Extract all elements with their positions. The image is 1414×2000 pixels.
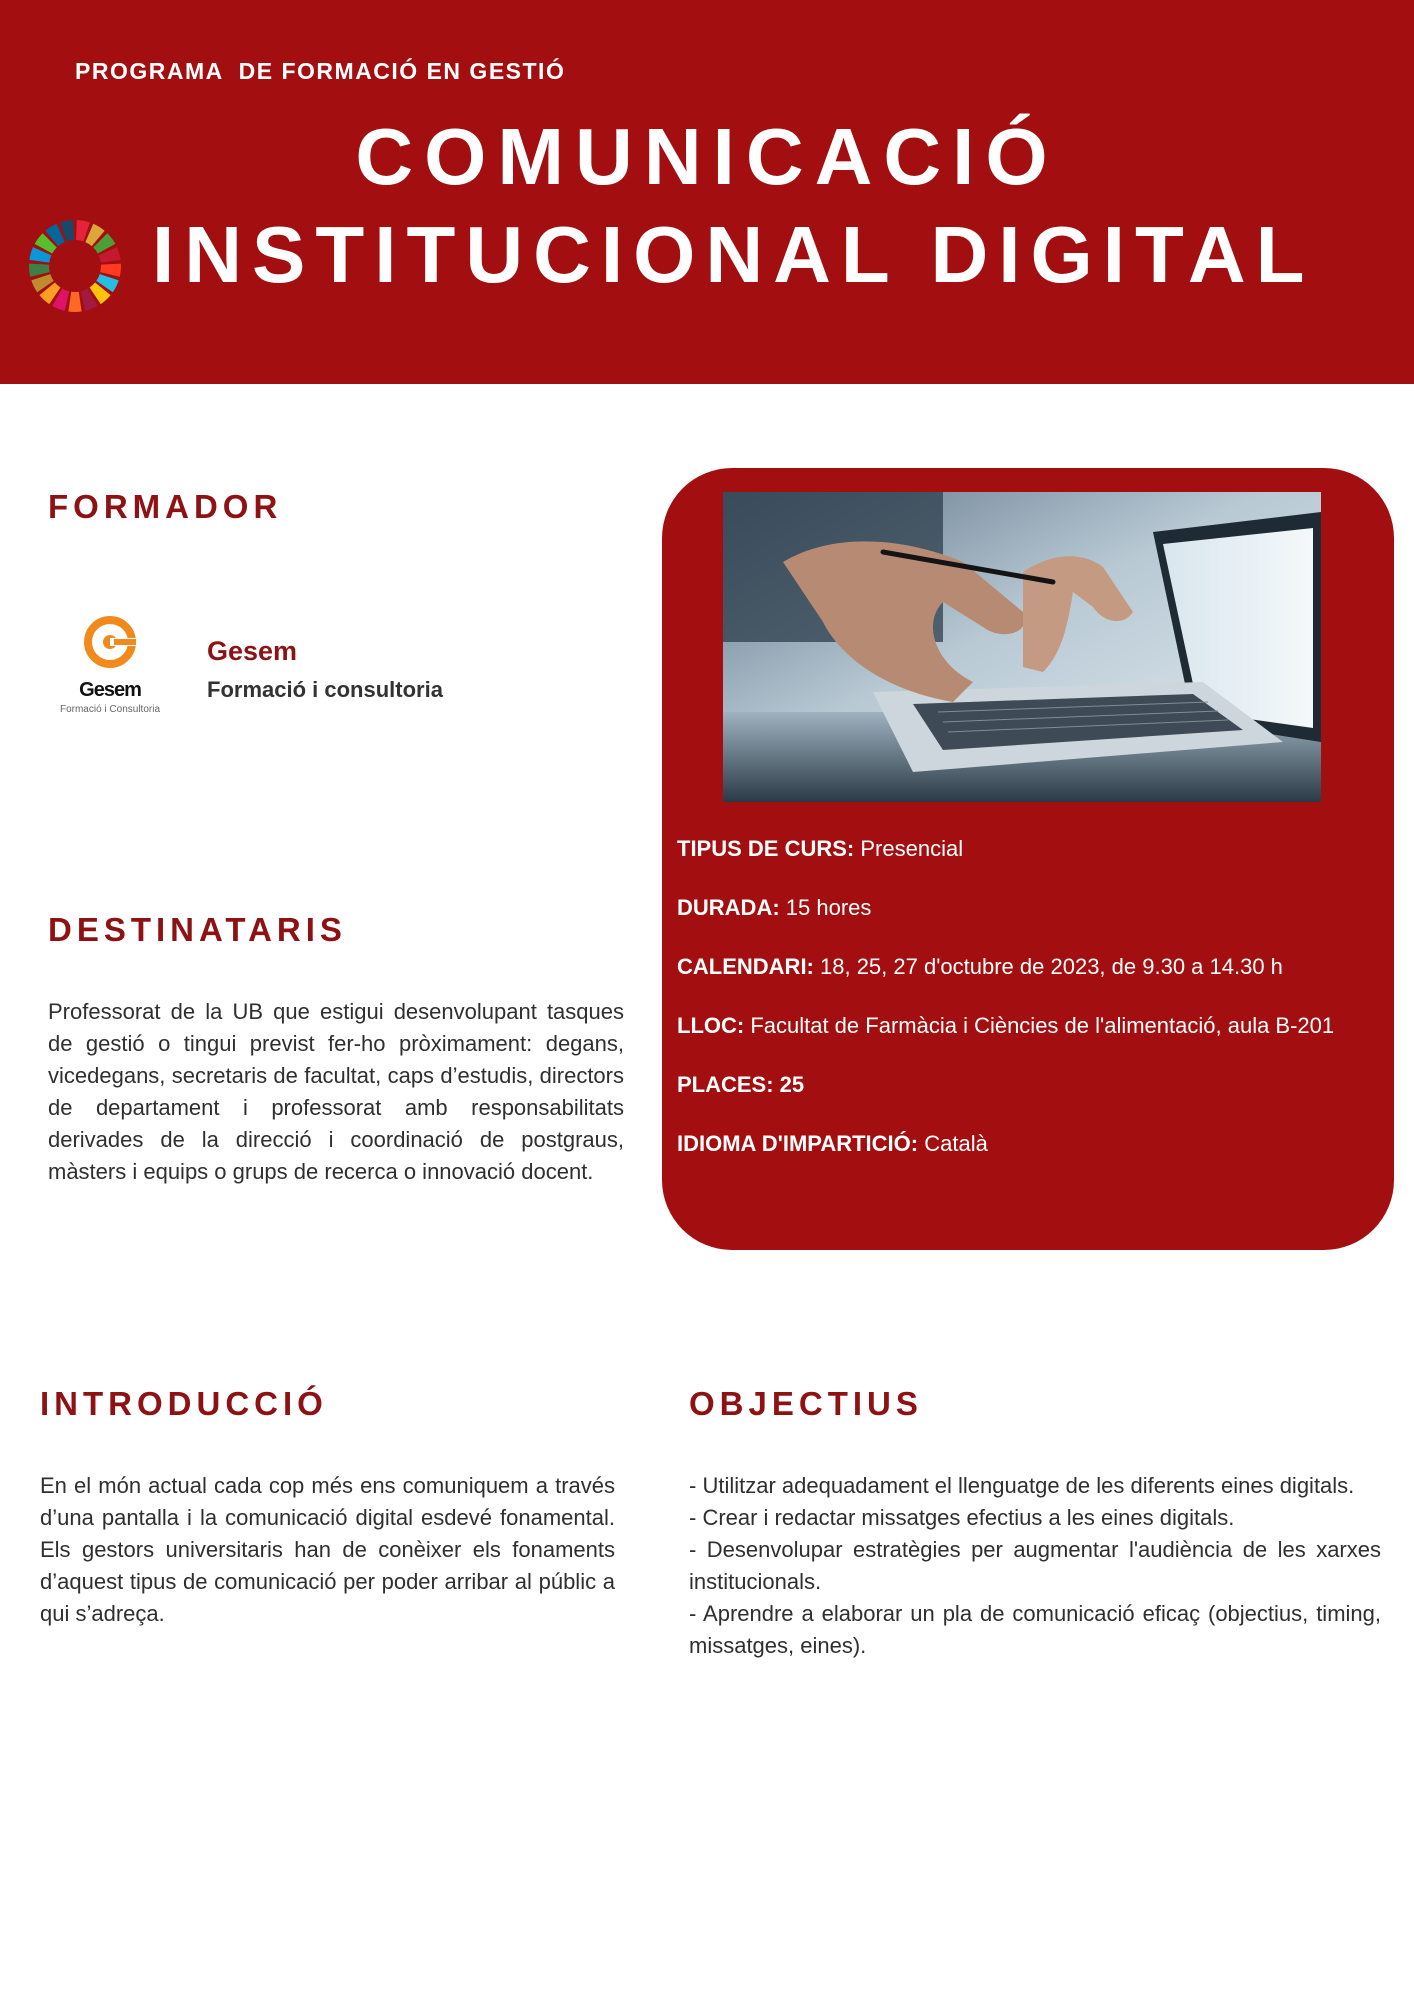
destinataris-text: Professorat de la UB que estigui desenvolupant tasques de gestió o tingui previst fer-ho pròximament: degans, vicedegans, secretaris de facultat, caps d’estudis, directors de departament i professorat amb responsabilitats derivades de la direcció i coordinació de postgraus, màsters i equips o grups de recerca o innovació docent. bbox=[48, 999, 624, 1184]
sdg-wheel-segment bbox=[100, 264, 121, 277]
trainer-name: Gesem bbox=[207, 636, 298, 666]
course-info-list bbox=[677, 836, 1389, 1190]
info-tipus: TIPUS DE CURS: Presencial bbox=[677, 836, 964, 861]
logo-word: Gesem bbox=[79, 679, 141, 701]
title-line-2: INSTITUCIONAL DIGITAL bbox=[152, 210, 1315, 299]
sdg-wheel-segment bbox=[29, 264, 50, 277]
destinataris-heading: DESTINATARIS bbox=[48, 911, 347, 948]
info-places: PLACES: 25 bbox=[677, 1072, 805, 1097]
info-lloc: LLOC: Facultat de Farmàcia i Ciències de l'alimentació, aula B-201 bbox=[677, 1013, 1335, 1038]
trainer-description: Formació i consultoria bbox=[207, 677, 443, 702]
formador-heading: FORMADOR bbox=[48, 488, 283, 525]
info-calendari: CALENDARI: 18, 25, 27 d'octubre de 2023, de 9.30 a 14.30 h bbox=[677, 954, 1283, 979]
logo-tagline: Formació i Consultoria bbox=[59, 704, 161, 715]
sdg-wheel-icon bbox=[27, 218, 123, 314]
introduccio-text: En el món actual cada cop més ens comuniquem a través d’una pantalla i la comunicació digital esdevé fonamental. Els gestors universitaris han de conèixer els fonaments d’aquest tipus de comunicació per poder arribar al públic a qui s’adreça. bbox=[40, 1473, 615, 1626]
title-line-1: COMUNICACIÓ bbox=[355, 112, 1059, 201]
objectius-heading: OBJECTIUS bbox=[689, 1385, 923, 1422]
gesem-logo bbox=[52, 610, 172, 720]
introduccio-heading: INTRODUCCIÓ bbox=[40, 1385, 328, 1422]
info-idioma: IDIOMA D'IMPARTICIÓ: Català bbox=[677, 1131, 988, 1156]
info-durada: DURADA: 15 hores bbox=[677, 895, 872, 920]
sdg-wheel-segment bbox=[68, 292, 81, 312]
program-label: PROGRAMA DE FORMACIÓ EN GESTIÓ bbox=[75, 58, 566, 84]
laptop-photo bbox=[723, 492, 1321, 802]
objectiu-item: - Crear i redactar missatges efectius a les eines digitals. bbox=[689, 1505, 1235, 1530]
objectiu-item: - Utilitzar adequadament el llenguatge de les diferents eines digitals. bbox=[689, 1473, 1355, 1498]
objectius-list bbox=[689, 1470, 1381, 1662]
objectiu-item: - Desenvolupar estratègies per augmentar l'audiència de les xarxes institucionals. bbox=[689, 1537, 1381, 1594]
objectiu-item: - Aprendre a elaborar un pla de comunicació eficaç (objectius, timing, missatges, eines). bbox=[689, 1601, 1381, 1658]
